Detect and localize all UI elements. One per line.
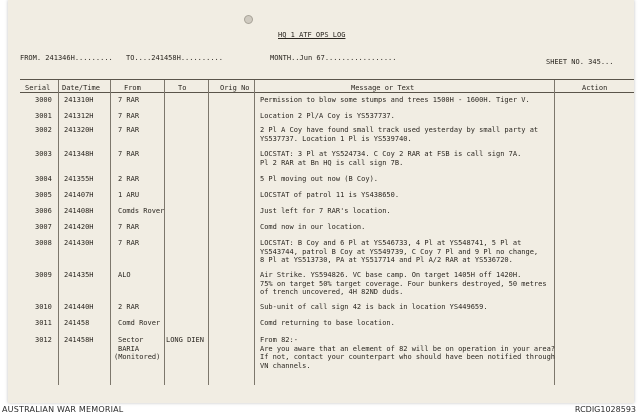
datetime-cell: 241312H — [64, 112, 94, 120]
from-cell: 7 RAR — [118, 126, 140, 134]
from-field: FROM. 241346H......... — [20, 54, 113, 62]
to-cell: LONG DIEN — [166, 336, 204, 344]
archive-credit: AUSTRALIAN WAR MEMORIAL — [2, 405, 124, 414]
column-divider — [254, 80, 255, 385]
serial-cell: 3008 — [35, 239, 52, 247]
serial-cell: 3001 — [35, 112, 52, 120]
datetime-cell: 241458 — [64, 319, 90, 327]
message-line: 8 Pl at YS513730, PA at YS517714 and Pl A/2 RAR at YS536720. — [260, 256, 513, 265]
serial-cell: 3010 — [35, 303, 52, 311]
datetime-cell: 241435H — [64, 271, 94, 279]
column-header-action: Action — [582, 84, 608, 92]
column-header-serial: Serial — [25, 84, 51, 92]
serial-cell: 3012 — [35, 336, 52, 344]
message-line: Location 2 Pl/A Coy is YS537737. — [260, 112, 395, 120]
serial-cell: 3004 — [35, 175, 52, 183]
serial-cell: 3002 — [35, 126, 52, 134]
message-line: YS543744, patrol B Coy at YS549739, C Coy 7 Pl and 9 Pl no change, — [260, 247, 539, 256]
message-line: Comd returning to base location. — [260, 319, 395, 327]
from-cell: 2 RAR — [118, 303, 140, 311]
serial-cell: 3009 — [35, 271, 52, 279]
message-line: Just left for 7 RAR's location. — [260, 207, 391, 215]
from-cell: 7 RAR — [118, 96, 140, 104]
datetime-cell: 241440H — [64, 303, 94, 311]
month-label: MONTH — [270, 54, 292, 62]
message-line: Air Strike. YS594826. VC base camp. On target 1405H off 1420H. — [260, 271, 522, 279]
sheet-number-field: SHEET NO. 345... — [546, 58, 614, 66]
datetime-cell: 241420H — [64, 223, 94, 231]
to-field: TO....241458H.......... — [126, 54, 223, 62]
from-cell: 7 RAR — [118, 223, 140, 231]
from-cell: ALO — [118, 271, 131, 279]
to-value: 241458H — [151, 54, 181, 62]
datetime-cell: 241320H — [64, 126, 94, 134]
message-line: LOCSTAT: B Coy and 6 Pl at YS546733, 4 Pl at YS548741, 5 Pl at — [260, 239, 522, 247]
message-line: LOCSTAT: 3 Pl at YS524734. C Coy 2 RAR at FSB is call sign 7A. — [260, 150, 522, 158]
column-header-datetime: Date/Time — [62, 84, 100, 92]
datetime-cell: 241430H — [64, 239, 94, 247]
table-top-rule — [20, 79, 634, 80]
sheet-value: 345 — [588, 58, 601, 66]
from-value: 241346H — [45, 54, 75, 62]
serial-cell: 3007 — [35, 223, 52, 231]
column-divider — [164, 80, 165, 385]
message-line: Sub-unit of call sign 42 is back in location YS449659. — [260, 303, 488, 311]
column-header-message: Message or Text — [351, 84, 415, 92]
log-title: HQ 1 ATF OPS LOG — [278, 31, 346, 39]
message-line: From 82:- — [260, 336, 298, 344]
message-line: If not, contact your counterpart who should have been notified through — [260, 353, 556, 362]
column-header-orig-no: Orig No — [220, 84, 250, 92]
month-value: Jun 67 — [299, 54, 325, 62]
message-line: Permission to blow some stumps and trees 1500H - 1600H. Tiger V. — [260, 96, 530, 104]
serial-cell: 3003 — [35, 150, 52, 158]
datetime-cell: 241355H — [64, 175, 94, 183]
column-divider — [58, 80, 59, 385]
column-header-from: From — [124, 84, 141, 92]
from-cell-line-2: BARIA — [118, 344, 140, 353]
punch-hole — [244, 15, 253, 24]
message-line: of trench uncovered, 4H 82ND duds. — [260, 288, 404, 297]
from-cell: Comds Rover — [118, 207, 165, 215]
datetime-cell: 241408H — [64, 207, 94, 215]
month-field: MONTH..Jun 67................. — [270, 54, 397, 62]
message-line: VN channels. — [260, 361, 311, 370]
sheet-label: SHEET NO. — [546, 58, 584, 66]
from-cell: 1 ARU — [118, 191, 140, 199]
message-line: Pl 2 RAR at Bn HQ is call sign 7B. — [260, 158, 404, 167]
datetime-cell: 241348H — [64, 150, 94, 158]
to-label: TO — [126, 54, 135, 62]
datetime-cell: 241310H — [64, 96, 94, 104]
serial-cell: 3006 — [35, 207, 52, 215]
message-line: 75% on target 50% target coverage. Four bunkers destroyed, 50 metres — [260, 279, 547, 288]
from-cell: 7 RAR — [118, 150, 140, 158]
from-cell: Sector — [118, 336, 144, 344]
column-divider — [208, 80, 209, 385]
from-cell: 2 RAR — [118, 175, 140, 183]
message-line: 2 Pl A Coy have found small track used yesterday by small party at — [260, 126, 539, 134]
serial-cell: 3000 — [35, 96, 52, 104]
archive-reference: RCDIG1028593 — [574, 405, 636, 414]
from-cell-line-3: (Monitored) — [114, 353, 161, 362]
datetime-cell: 241407H — [64, 191, 94, 199]
message-line: 5 Pl moving out now (B Coy). — [260, 175, 379, 183]
from-cell: Comd Rover — [118, 319, 161, 327]
from-cell: 7 RAR — [118, 112, 140, 120]
datetime-cell: 241458H — [64, 336, 94, 344]
serial-cell: 3005 — [35, 191, 52, 199]
log-sheet — [8, 0, 634, 403]
from-cell: 7 RAR — [118, 239, 140, 247]
column-divider — [110, 80, 111, 385]
message-line: Are you aware that an element of 82 will be on operation in your area? — [260, 344, 556, 353]
message-line: YS537737. Location 1 Pl is YS539740. — [260, 134, 412, 143]
message-line: LOCSTAT of patrol 11 is YS438650. — [260, 191, 400, 199]
column-header-to: To — [178, 84, 187, 92]
from-label: FROM — [20, 54, 37, 62]
serial-cell: 3011 — [35, 319, 52, 327]
table-header-rule — [20, 92, 634, 93]
message-line: Comd now in our location. — [260, 223, 366, 231]
